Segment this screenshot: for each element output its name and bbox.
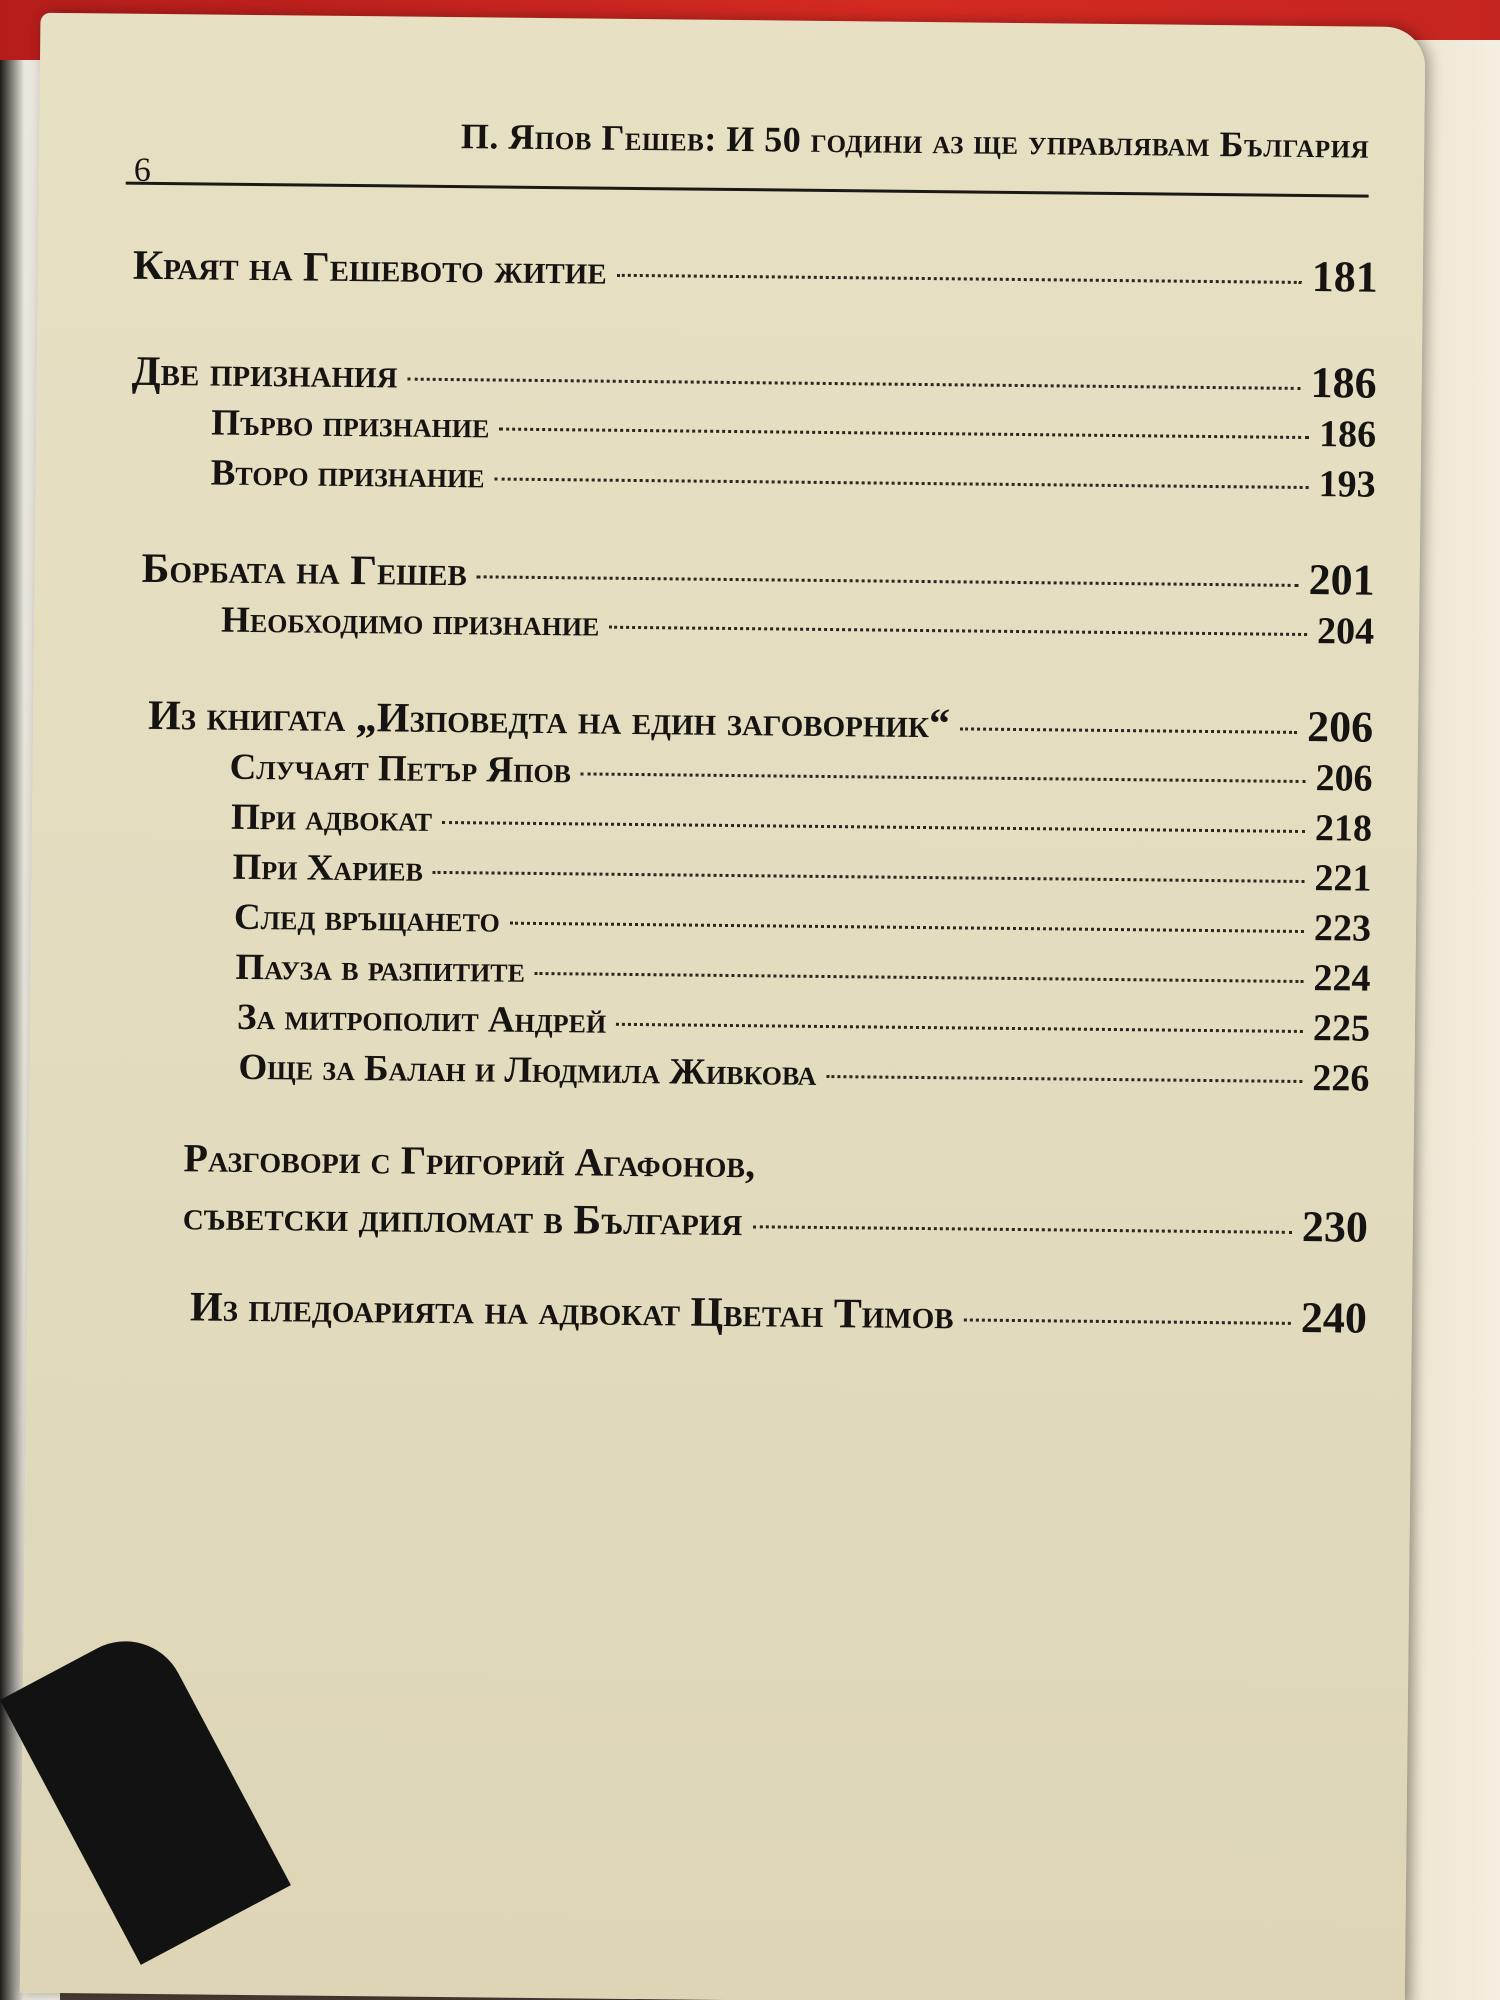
dot-leader [499,428,1309,439]
toc-entry-title: Борбата на Гешев [141,545,468,596]
toc-subentry-page: 224 [1313,957,1371,1000]
toc-subentry [127,794,1372,851]
toc-entry-page: 181 [1311,252,1379,302]
toc-subentry [125,944,1370,1001]
toc-entry [133,239,1378,303]
dot-leader [960,727,1297,734]
toc-entry-title: Две признания [131,348,398,398]
header-rule [126,182,1369,198]
page-number: 6 [133,151,152,189]
toc-subentry-title: Първо признание [211,402,490,447]
dot-leader [826,1075,1302,1083]
toc-subentry-title: При Хариев [232,846,424,890]
dot-leader [495,478,1309,490]
toc-subentry [125,994,1370,1051]
toc-subentry [127,744,1372,801]
toc-entry [129,542,1374,606]
toc-subentry-title: Случаят Петър Япов [229,746,572,792]
toc-subentry-title: Необходимо признание [220,599,600,645]
toc-subentry-page: 193 [1318,463,1376,506]
dot-leader [510,922,1304,933]
toc-subentry-title: За митрополит Андрей [236,996,607,1042]
toc-entry-title: Из пледоарията на адвокат Цветан Тимов [189,1284,954,1339]
toc-entry [132,345,1377,409]
dot-leader [442,821,1305,833]
dot-leader [617,274,1302,284]
dot-leader [407,378,1300,390]
toc-subentry-page: 223 [1313,907,1372,950]
toc-subentry-page: 221 [1314,857,1372,900]
toc-entry [128,689,1373,753]
toc-subentry-title: Пауза в разпитите [235,946,526,991]
toc-subentry-page: 218 [1314,807,1373,850]
toc-subentry [130,450,1375,507]
toc-subentry [131,400,1376,457]
dot-leader [433,871,1305,883]
toc-entry-page: 240 [1300,1292,1368,1343]
page-header [104,93,1370,196]
toc-subentry-page: 206 [1315,757,1373,800]
dot-leader [609,626,1307,636]
toc-subentry-page: 186 [1318,413,1377,456]
toc-entry-multiline [123,1134,1369,1253]
toc-subentry-title: Още за Балан и Людмила Живкова [238,1046,817,1094]
toc-entry-page: 206 [1306,702,1374,752]
toc-subentry [126,894,1371,951]
dot-leader [752,1225,1291,1234]
toc-subentry-title: След връщането [233,896,501,941]
dot-leader [581,772,1306,783]
toc-subentry-page: 226 [1312,1057,1370,1100]
running-title: П. Япов Гешев: И 50 години аз ще управлявам България [460,116,1370,166]
toc-subentry-title: При адвокат [230,796,433,840]
toc-entry [122,1280,1367,1344]
toc-entry-title-line2: съветски дипломат в България [182,1193,743,1246]
toc-entry-title-line1: Разговори с Григорий Агафонов, [183,1135,756,1187]
toc-entry [183,1189,1368,1252]
dot-leader [616,1023,1303,1033]
toc-subentry-page: 204 [1316,610,1375,653]
toc-subentry [126,844,1371,901]
toc-subentry-title: Второ признание [210,452,485,497]
toc-entry-title: Краят на Гешевото житие [132,242,607,294]
toc-entry-page: 230 [1301,1202,1369,1252]
dot-leader [535,972,1304,983]
book-page [20,13,1426,2000]
dot-leader [477,575,1299,587]
toc-entry-page: 201 [1308,555,1375,605]
toc-entry-title: Из книгата „Изповедта на един заговорник“ [147,692,951,748]
table-of-contents [122,239,1378,1344]
toc-subentry [124,1044,1369,1101]
dot-leader [964,1318,1291,1324]
toc-subentry-page: 225 [1312,1007,1371,1050]
toc-subentry [129,597,1374,654]
toc-entry-page: 186 [1310,358,1377,408]
